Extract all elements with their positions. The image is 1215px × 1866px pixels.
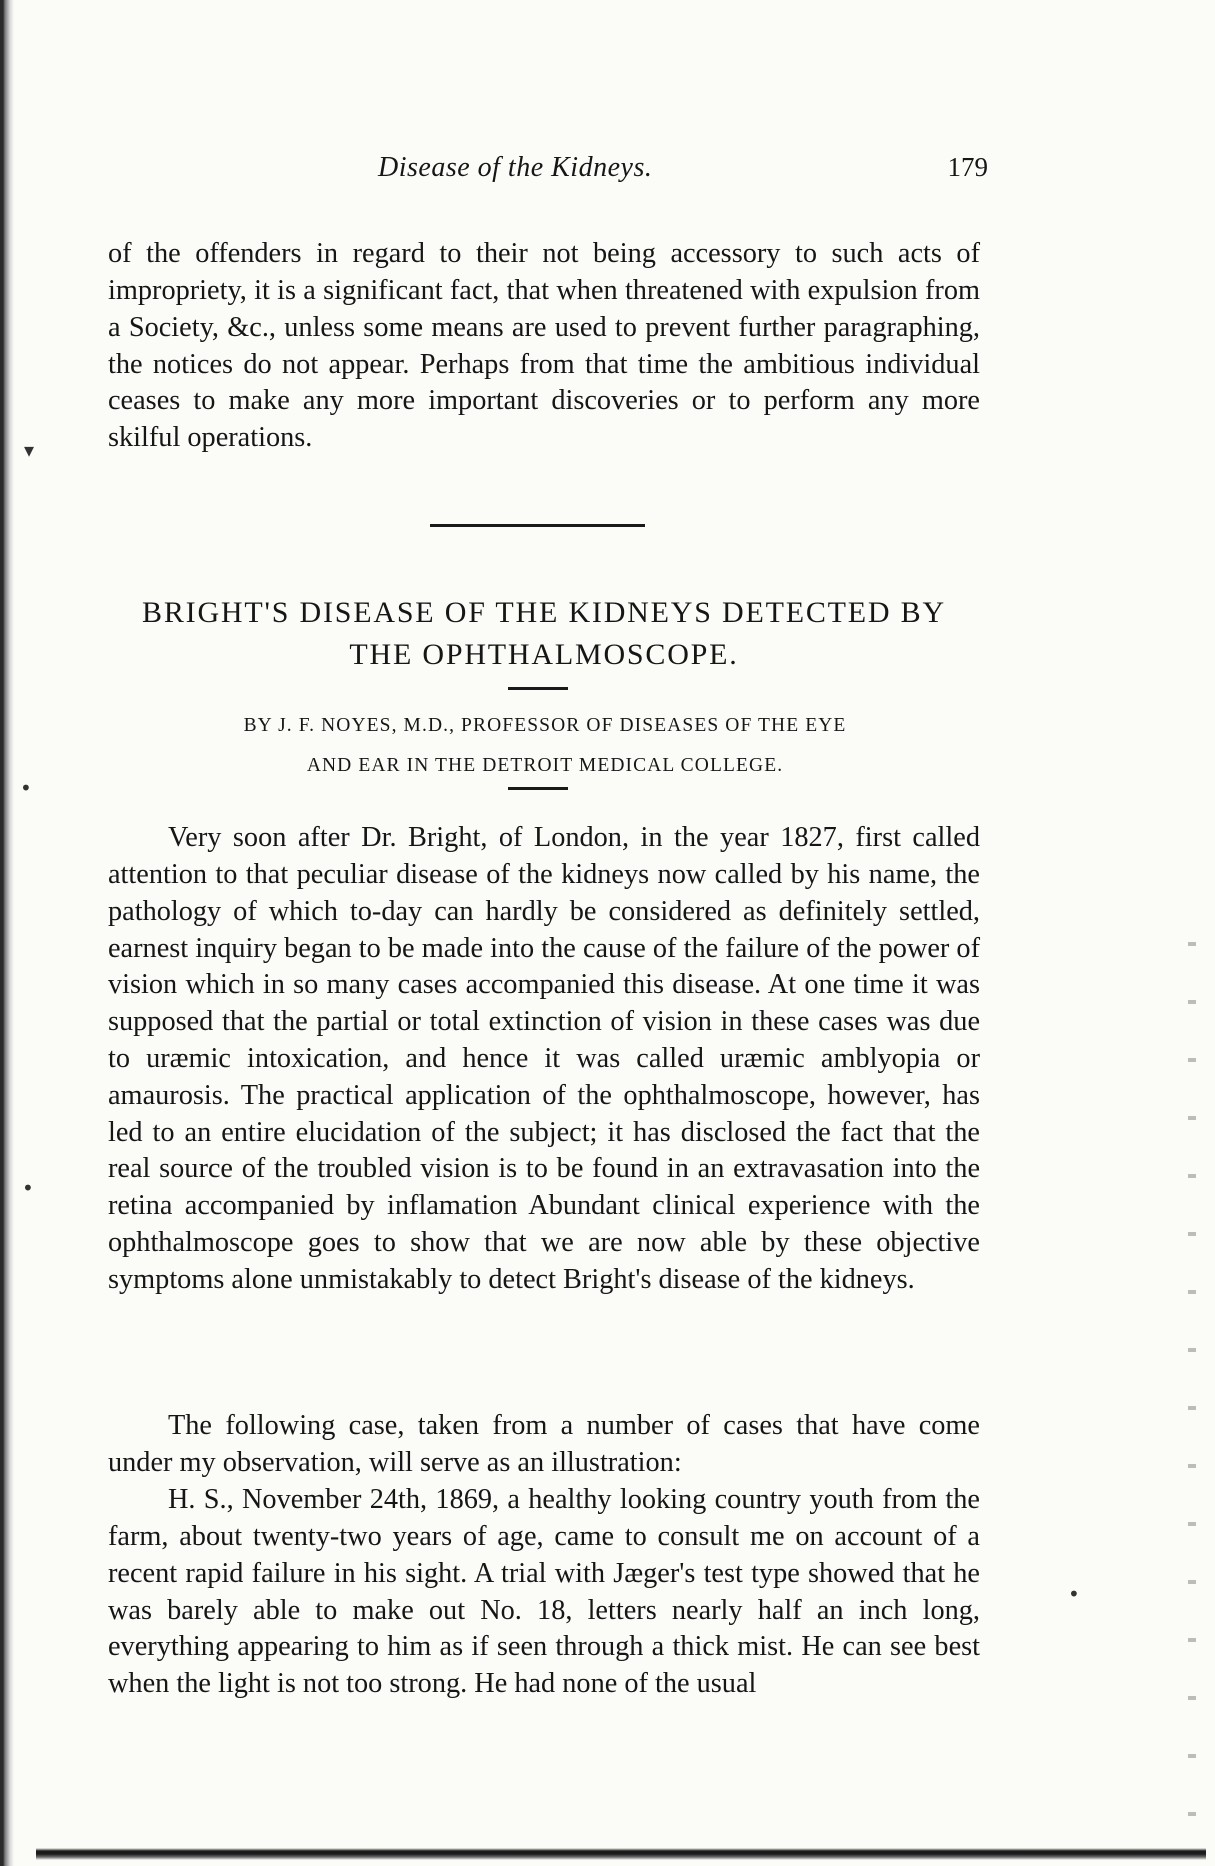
margin-mark-dot: •: [22, 1176, 34, 1200]
body-paragraph-3: H. S., November 24th, 1869, a healthy looking country youth from the farm, about twenty-two years of age, came to consult me on account of a recent rapid failure in his sight. A trial with Jæger's test type showed that he was barely able to make out No. 18, letters nearly half an inch long, everything appearing to him as if seen through a thick mist. He can see best when the light is not too strong. He had none of the usual: [108, 1484, 980, 1700]
margin-mark-arrow: ▾: [24, 438, 35, 462]
byline: [150, 706, 940, 786]
scan-margin-specks: [1188, 920, 1196, 1850]
body-paragraph-2: The following case, taken from a number of cases that have come under my observation, will serve as an illustration:: [108, 1410, 980, 1479]
continued-paragraph: of the offenders in regard to their not being accessory to such acts of impropriety, it is a significant fact, that when threatened with expulsion from a Society, &c., unless some means are used to prevent further paragraphing, the notices do not appear. Perhaps from that time the ambitious individual ceases to make any more important discoveries or to perform any more skilful operations.: [108, 238, 980, 454]
title-rule: [508, 687, 568, 690]
margin-mark-dot: •: [1068, 1582, 1080, 1606]
margin-mark-dot: •: [20, 776, 32, 800]
page-number: 179: [947, 152, 988, 182]
byline-line-1: BY J. F. NOYES, M.D., PROFESSOR OF DISEASES OF THE EYE: [243, 715, 847, 736]
article-title-line-2: THE OPHTHALMOSCOPE.: [349, 638, 739, 671]
byline-rule: [508, 787, 568, 790]
article-title: [108, 592, 980, 676]
section-divider: [430, 524, 645, 527]
scan-left-edge: [0, 0, 14, 1866]
article-title-line-1: BRIGHT'S DISEASE OF THE KIDNEYS DETECTED BY: [142, 596, 946, 629]
scan-bottom-edge: [36, 1848, 1206, 1860]
byline-line-2: AND EAR IN THE DETROIT MEDICAL COLLEGE.: [306, 755, 784, 776]
running-title: Disease of the Kidneys.: [378, 152, 653, 183]
running-head: [108, 152, 988, 196]
body-paragraph-1: Very soon after Dr. Bright, of London, in the year 1827, first called attention to that peculiar disease of the kidneys now called by his name, the pathology of which to-day can hardly be considered as definitely settled, earnest inquiry began to be made into the cause of the failure of the power of vision which in so many cases accompanied this disease. At one time it was supposed that the partial or total extinction of vision in these cases was due to uræmic intoxication, and hence it was called uræmic amblyopia or amaurosis. The practical application of the ophthalmoscope, however, has led to an entire elucidation of the subject; it has disclosed the fact that the real source of the troubled vision is to be found in an extravasation into the retina accompanied by inflamation Abundant clinical experience with the ophthalmoscope goes to show that we are now able by these objective symptoms alone unmistakably to detect Bright's disease of the kidneys.: [108, 822, 980, 1295]
